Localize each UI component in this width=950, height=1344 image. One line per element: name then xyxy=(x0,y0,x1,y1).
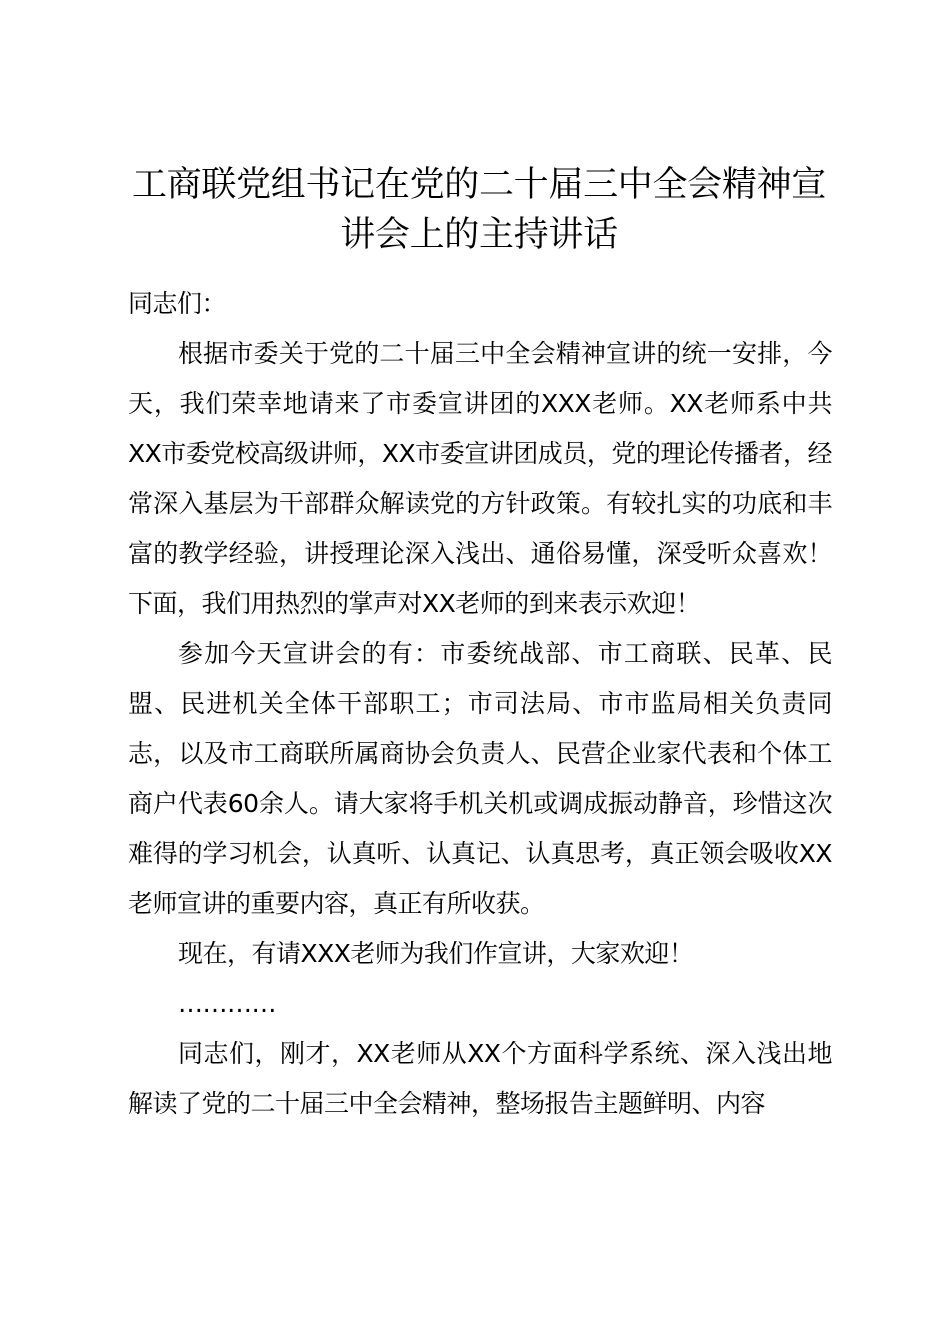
document-body xyxy=(128,279,832,1129)
paragraph-summary: 同志们，刚才，XX老师从XX个方面科学系统、深入浅出地解读了党的二十届三中全会精神，整场报告主题鲜明、内容 xyxy=(128,1039,832,1118)
paragraph-attendees: 参加今天宣讲会的有：市委统战部、市工商联、民革、民盟、民进机关全体干部职工；市司法局、市市监局相关负责同志，以及市工商联所属商协会负责人、民营企业家代表和个体工商户代表60余人。请大家将手机关机或调成振动静音，珍惜这次难得的学习机会，认真听、认真记、认真思考，真正领会吸收XX老师宣讲的重要内容，真正有所收获。 xyxy=(128,639,832,918)
paragraph-ellipsis: ………… xyxy=(178,989,276,1018)
title-line-1: 工商联党组书记在党的二十届三中全会精神宣 xyxy=(131,165,826,205)
paragraph-introduction: 根据市委关于党的二十届三中全会精神宣讲的统一安排，今天，我们荣幸地请来了市委宣讲团的XXX老师。XX老师系中共XX市委党校高级讲师，XX市委宣讲团成员，党的理论传播者，经常深入基层为干部群众解读党的方针政策。有较扎实的功底和丰富的教学经验，讲授理论深入浅出、通俗易懂，深受听众喜欢！下面，我们用热烈的掌声对XX老师的到来表示欢迎！ xyxy=(128,339,832,618)
document-title xyxy=(120,160,838,260)
salutation: 同志们： xyxy=(128,289,227,318)
title-line-2: 讲会上的主持讲话 xyxy=(340,215,618,255)
paragraph-invitation: 现在，有请XXX老师为我们作宣讲，大家欢迎！ xyxy=(178,939,694,968)
